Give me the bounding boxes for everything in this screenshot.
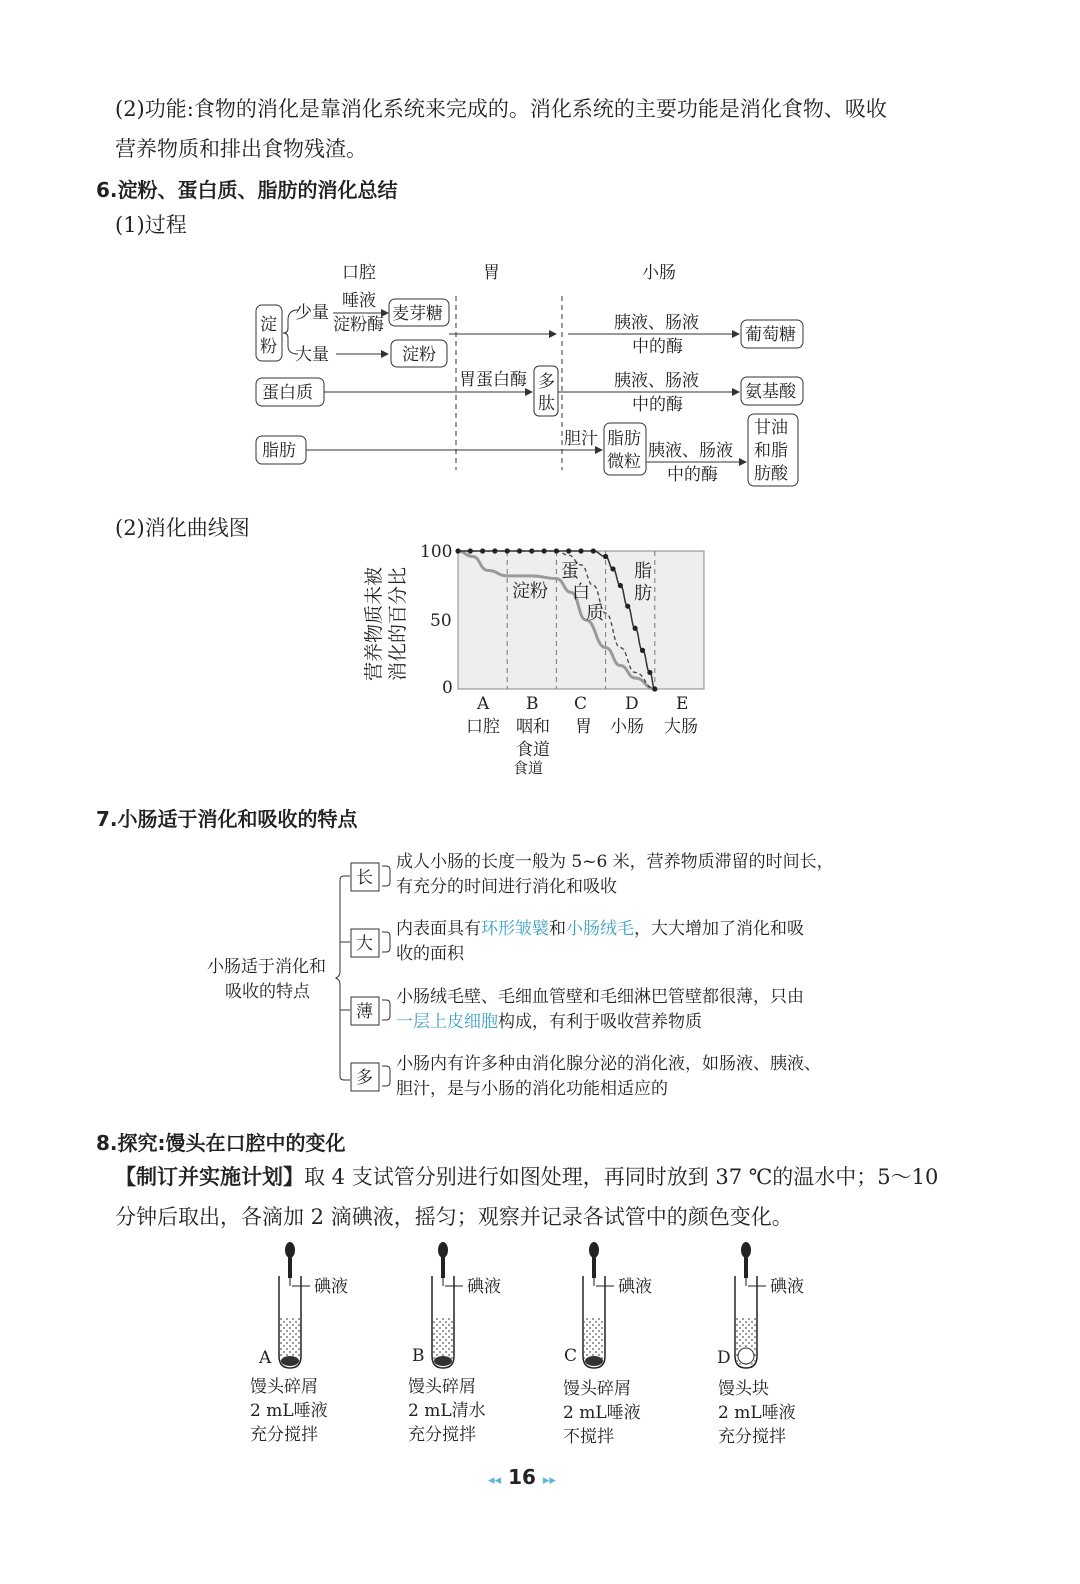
highlight-epithelium: 一层上皮细胞 <box>396 1012 498 1032</box>
tube-letter-a: A <box>259 1348 272 1368</box>
feature-key-large: 大 <box>356 934 373 954</box>
fat-data-point <box>505 548 510 553</box>
enzymes-1: 中的酶 <box>632 337 683 357</box>
y-axis-label-line-1: 营养物质未被 <box>363 566 385 681</box>
page-number-footer <box>482 1465 562 1489</box>
section-6-heading: 6.淀粉、蛋白质、脂肪的消化总结 <box>96 178 398 202</box>
amino-acid-label: 氨基酸 <box>745 382 796 402</box>
fat-data-point <box>591 548 596 553</box>
test-tube-c <box>583 1242 614 1368</box>
function-line-2: 营养物质和排出食物残渣。 <box>115 137 367 161</box>
feature-long-line-1: 成人小肠的长度一般为 5~6 米，营养物质滞留的时间长， <box>396 852 834 872</box>
organ-stomach: 胃 <box>483 263 500 283</box>
saliva-label: 唾液 <box>342 291 376 311</box>
fat-label: 脂肪 <box>262 441 296 461</box>
x-name-stomach: 胃 <box>575 717 592 737</box>
fat-data-point <box>603 554 608 559</box>
y-tick-0: 0 <box>442 678 453 698</box>
next-arrows-icon: ▸▸ <box>542 1473 556 1488</box>
feature-long-line-2: 有充分的时间进行消化和吸收 <box>396 877 617 897</box>
organ-mouth: 口腔 <box>342 263 376 283</box>
feature-key-long: 长 <box>356 868 373 888</box>
feature-many-line-1: 小肠内有许多种由消化腺分泌的消化液，如肠液、胰液、 <box>396 1054 821 1074</box>
feature-thin-line-1: 小肠绒毛壁、毛细血管壁和毛细淋巴管壁都很薄，只由 <box>396 987 804 1007</box>
iodine-label-c: 碘液 <box>618 1277 652 1297</box>
series-label-protein-1: 蛋 <box>561 561 579 582</box>
plan-line-2: 分钟后取出，各滴加 2 滴碘液，摇匀；观察并记录各试管中的颜色变化。 <box>115 1205 793 1229</box>
feature-large-line-2: 收的面积 <box>396 944 464 964</box>
tube-c-caption: 馒头碎屑 2 mL唾液 不搅拌 <box>563 1379 641 1447</box>
x-tick-D: D <box>625 694 639 714</box>
tube-letter-d: D <box>717 1348 731 1368</box>
x-tick-B: B <box>526 694 539 714</box>
iodine-label-d: 碘液 <box>770 1277 804 1297</box>
x-tick-C: C <box>574 694 588 714</box>
tube-letter-b: B <box>412 1346 425 1366</box>
fat-data-point <box>468 548 473 553</box>
pancreatic-intestinal-2: 胰液、肠液 <box>614 371 699 391</box>
series-label-fat-1: 脂 <box>634 561 652 582</box>
x-name-large-intestine: 大肠 <box>664 717 698 737</box>
x-name-mouth: 口腔 <box>466 717 500 737</box>
fat-data-point <box>640 648 645 653</box>
fat-data-point <box>480 548 485 553</box>
series-label-fat-2: 肪 <box>634 583 652 604</box>
feature-large-line-1: 内表面具有环形皱襞和小肠绒毛，大大增加了消化和吸 <box>396 919 804 939</box>
pancreatic-intestinal-3: 胰液、肠液 <box>648 441 733 461</box>
tube-b-caption: 馒头碎屑 2 mL清水 充分搅拌 <box>408 1377 486 1445</box>
organ-small-intestine: 小肠 <box>642 263 676 283</box>
y-tick-50: 50 <box>430 611 452 631</box>
remaining-starch-label: 淀粉 <box>402 345 436 365</box>
feature-key-thin: 薄 <box>356 1002 373 1022</box>
glycerol-label-b: 和脂 <box>754 441 788 461</box>
fat-data-point <box>647 670 652 675</box>
process-subheading: (1)过程 <box>115 213 187 237</box>
maltose-label: 麦芽糖 <box>392 304 443 324</box>
page-number: 16 <box>508 1465 536 1489</box>
fat-data-point <box>455 548 460 553</box>
plan-line-1: 【制订并实施计划】取 4 支试管分别进行如图处理，再同时放到 37 ℃的温水中；5～10 <box>115 1164 939 1189</box>
test-tube-b <box>432 1242 463 1368</box>
plan-label: 【制订并实施计划】 <box>115 1164 304 1189</box>
fat-data-point <box>554 548 559 553</box>
large-amount: 大量 <box>295 345 329 365</box>
fat-data-point <box>542 548 547 553</box>
fat-data-point <box>566 548 571 553</box>
glucose-label: 葡萄糖 <box>745 325 796 345</box>
iodine-label-a: 碘液 <box>314 1277 348 1297</box>
curve-subheading: (2)消化曲线图 <box>115 516 250 540</box>
fat-data-point <box>633 626 638 631</box>
fat-data-point <box>517 548 522 553</box>
glycerol-label-c: 肪酸 <box>754 464 788 484</box>
enzymes-3: 中的酶 <box>667 465 718 485</box>
tube-a-caption: 馒头碎屑 2 mL唾液 充分搅拌 <box>250 1377 328 1445</box>
pepsin-label: 胃蛋白酶 <box>459 370 527 390</box>
fat-data-point <box>492 548 497 553</box>
amylase-label: 淀粉酶 <box>333 315 384 335</box>
x-name-small-intestine: 小肠 <box>610 717 644 737</box>
section-7-heading: 7.小肠适于消化和吸收的特点 <box>96 807 358 831</box>
iodine-label-b: 碘液 <box>467 1277 501 1297</box>
enzymes-2: 中的酶 <box>632 395 683 415</box>
x-tick-E: E <box>676 694 689 714</box>
features-root-line-1: 小肠适于消化和 <box>207 957 326 977</box>
fat-data-point <box>652 686 657 691</box>
peptide-label-b: 肽 <box>538 394 555 414</box>
features-brace <box>336 876 350 1080</box>
x-name-pharynx: 咽和 <box>516 717 550 737</box>
function-line-1: (2)功能:食物的消化是靠消化系统来完成的。消化系统的主要功能是消化食物、吸收 <box>115 97 887 121</box>
fat-droplet-b: 微粒 <box>607 452 641 472</box>
test-tube-d <box>735 1242 766 1368</box>
prev-arrows-icon: ◂◂ <box>488 1473 502 1488</box>
section-8-heading: 8.探究:馒头在口腔中的变化 <box>96 1131 346 1155</box>
series-label-protein-3: 质 <box>586 603 604 624</box>
feature-many-line-2: 胆汁，是与小肠的消化功能相适应的 <box>396 1079 668 1099</box>
starch-label-b: 粉 <box>260 337 277 357</box>
highlight-villi: 小肠绒毛 <box>566 919 634 939</box>
highlight-circular-folds: 环形皱襞 <box>481 919 549 939</box>
fat-data-point <box>618 583 623 588</box>
digestion-flow-diagram <box>0 250 1080 500</box>
fat-droplet-a: 脂肪 <box>607 429 641 449</box>
feature-thin-line-2: 一层上皮细胞构成，有利于吸收营养物质 <box>396 1012 702 1032</box>
y-axis-label-line-2: 消化的百分比 <box>387 566 409 681</box>
protein-label: 蛋白质 <box>262 383 313 403</box>
x-tick-A: A <box>477 694 490 714</box>
starch-label-a: 淀 <box>260 315 277 335</box>
series-label-protein-2: 白 <box>572 582 590 603</box>
fat-data-point <box>578 548 583 553</box>
test-tube-a <box>279 1242 310 1368</box>
fat-data-point <box>529 548 534 553</box>
tube-d-caption: 馒头块 2 mL唾液 充分搅拌 <box>718 1379 796 1447</box>
y-tick-100: 100 <box>420 542 453 562</box>
small-amount: 少量 <box>295 303 329 323</box>
fat-data-point <box>625 604 630 609</box>
series-label-starch: 淀粉 <box>512 581 548 602</box>
tube-letter-c: C <box>564 1346 578 1366</box>
glycerol-label-a: 甘油 <box>754 418 788 438</box>
x-extra-esophagus: 食道 <box>513 759 544 777</box>
bile-label: 胆汁 <box>564 429 598 449</box>
features-root-line-2: 吸收的特点 <box>225 982 310 1002</box>
pancreatic-intestinal-1: 胰液、肠液 <box>614 313 699 333</box>
fat-data-point <box>610 566 615 571</box>
digestion-curve-chart <box>350 535 730 780</box>
feature-key-many: 多 <box>356 1068 373 1088</box>
x-name-esophagus: 食道 <box>516 740 550 760</box>
peptide-label-a: 多 <box>538 372 555 392</box>
